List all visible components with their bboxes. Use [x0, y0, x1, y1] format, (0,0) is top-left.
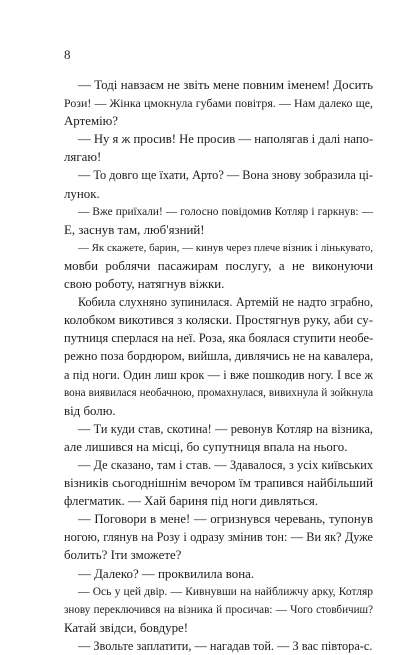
text-line: Кобила слухняно зупинилася. Артемій не надто зграбно,: [78, 295, 373, 310]
text-line: — Як скажете, барин, — кинув через плече візник і лінькувато,: [78, 241, 373, 254]
text-line: Артемію?: [64, 114, 119, 129]
text-line: — Поговори в мене! — огризнувся черевань, тупонув: [78, 512, 373, 527]
text-line: Рози! — Жінка цмокнула губами повітря. — Нам далеко ще,: [64, 96, 373, 111]
text-line: — То довго ще їхати, Арто? — Вона знову зобразила ці-: [78, 168, 373, 183]
text-line: — Далеко? — проквилила вона.: [78, 566, 255, 581]
text-line: лягаю!: [64, 150, 102, 165]
text-line: режно поза бордюром, вийшла, дивлячись не на кавалера,: [64, 349, 374, 364]
text-line: лунок.: [64, 186, 100, 201]
text-line: від болю.: [64, 403, 116, 418]
text-line: Е, заснув там, люб'язний!: [64, 222, 205, 237]
text-line: візників сьогоднішнім вечором їм трапився найбільший: [64, 476, 373, 491]
text-line: болить? Іти зможете?: [64, 548, 182, 563]
text-line: свою роботу, натягнув віжки.: [64, 277, 225, 292]
text-line: — Ти куди став, скотина! — ревонув Котляр на візника,: [78, 421, 373, 436]
text-line: мовби роблячи пасажирам послугу, а не виконуючи: [64, 258, 373, 273]
text-line: Катай звідси, бовдуре!: [64, 620, 189, 635]
text-line: путниця сперлася на неї. Роза, яка боялася ступити необе-: [64, 331, 374, 346]
text-line: — Вже приїхали! — голосно повідомив Котляр і гаркнув: —: [78, 205, 373, 218]
text-line: — Тоді навзаєм не звіть мене повним іменем! Досить: [78, 78, 373, 92]
text-line: але лишився на місці, бо супутниця впала на нього.: [64, 439, 348, 454]
body-text: [64, 76, 373, 655]
page-number: 8: [64, 47, 71, 62]
text-line: а під ноги. Один лиш крок — і вже пошкодив ногу. І все ж: [64, 367, 373, 382]
text-line: знову переключився на візника й просичав: — Чого стовбичиш?: [64, 603, 373, 616]
text-line: флегматик. — Хай бариня під ноги дивляться.: [64, 494, 319, 509]
text-line: вона виявилася необачною, промахнулася, вивихнула й зойкнула: [64, 386, 373, 399]
text-line: — Де сказано, там і став. — Здавалося, з усіх київських: [78, 457, 373, 472]
text-line: колобком викотився з коляски. Простягнув руку, аби су-: [64, 313, 373, 328]
text-line: — Ось у цей двір. — Кивнувши на найближчу арку, Котляр: [78, 585, 373, 598]
text-line: — Ну я ж просив! Не просив — наполягав і далі напо-: [78, 132, 374, 147]
text-line: ногою, глянув на Розу і одразу змінив тон: — Ви як? Дуже: [64, 530, 373, 545]
text-line: — Звольте заплатити, — нагадав той. — З вас півтора-с.: [78, 638, 373, 653]
